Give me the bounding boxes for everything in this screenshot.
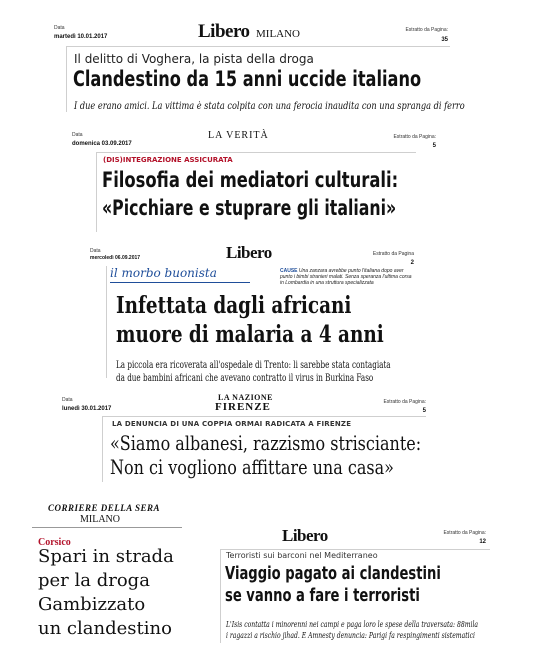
masthead-top: LA NAZIONE: [218, 393, 274, 402]
kicker: (DIS)INTEGRAZIONE ASSICURATA: [103, 156, 233, 164]
divider: [66, 46, 450, 47]
sidebar-label: CAUSE: [280, 268, 298, 274]
divider-vertical: [220, 549, 221, 643]
subhead-box: [74, 96, 465, 112]
masthead: Libero: [282, 526, 328, 545]
date-value: lunedì 30.01.2017: [62, 406, 112, 412]
clipping-la-nazione-firenze: [60, 393, 450, 485]
masthead-bottom: MILANO: [80, 514, 120, 525]
page-label: Estratto da Pagina:: [443, 530, 486, 536]
divider: [96, 152, 416, 153]
page-value: 12: [479, 539, 486, 545]
headline-line1-box: [225, 563, 490, 585]
subhead: I due erano amici. La vittima è stata colpita con una ferocia inaudita con una spranga di ferro: [74, 101, 465, 112]
divider: [32, 527, 182, 528]
headline-line1-box: [110, 431, 450, 455]
subhead-line1: L'Isis contatta i minorenni nei campi e paga loro le spese della traversata: 88mila: [226, 620, 479, 629]
clipping-libero-terroristi: [200, 527, 490, 645]
page-value: 5: [432, 143, 436, 149]
page-value: 35: [441, 37, 448, 43]
headline-line1-box: [116, 292, 416, 320]
subhead-line1: La piccola era ricoverata all'ospedale di Trento: li sarebbe stata contagiata: [116, 360, 391, 371]
clipping-libero-milano-voghera: [50, 21, 465, 114]
masthead-top: CORRIERE DELLA SERA: [48, 503, 161, 513]
headline-line1: Spari in strada: [38, 546, 174, 567]
subhead-line2: da due bambini africani che avevano contratto il virus in Burkina Faso: [116, 373, 374, 384]
headline-line2: «Picchiare e stuprare gli italiani»: [102, 196, 397, 220]
subhead-line1-box: [116, 355, 416, 371]
page-label: Estratto da Pagina:: [405, 27, 448, 33]
headline-line1-box: [102, 168, 450, 192]
headline-line2-box: [116, 321, 416, 349]
kicker: Terroristi sui barconi nel Mediterraneo: [226, 551, 378, 560]
date-label: Data: [54, 25, 65, 31]
page-value: 2: [410, 260, 414, 266]
sidebar-note: [280, 268, 414, 286]
kicker-underline: [110, 282, 250, 283]
headline-line1: Viaggio pagato ai clandestini: [225, 563, 441, 584]
masthead-edition: MILANO: [256, 28, 300, 40]
headline-line2: muore di malaria a 4 anni: [116, 321, 384, 348]
divider: [102, 416, 426, 417]
page-label: Estratto da Pagina:: [393, 134, 436, 140]
kicker: Corsico: [38, 537, 71, 548]
headline-line4: un clandestino: [38, 618, 172, 639]
kicker: Il delitto di Voghera, la pista della droga: [74, 52, 314, 66]
kicker: il morbo buonista: [110, 266, 217, 280]
date-value: martedì 10.01.2017: [54, 34, 108, 40]
subhead-line1-box: [226, 614, 490, 629]
divider: [220, 549, 490, 550]
masthead-bottom: FIRENZE: [215, 401, 271, 413]
divider-vertical: [66, 46, 67, 112]
page-label: Estratto da Pagina: [372, 251, 414, 257]
sidebar-text: Una zanzara avrebbe punto l'italiana dopo aver punto i bimbi stranieri malati. Senza speranza l'ultima corsa in Lombardia in una struttura specializzata: [280, 268, 412, 286]
divider-vertical: [106, 266, 107, 378]
subhead-line2-box: [226, 625, 490, 640]
clipping-la-verita-mediatori: [70, 128, 450, 232]
headline-line2: Non ci vogliono affittare una casa»: [110, 455, 394, 479]
headline-line1: «Siamo albanesi, razzismo strisciante:: [110, 431, 422, 455]
date-value: domenica 03.09.2017: [72, 141, 132, 147]
clipping-libero-malaria: [86, 244, 416, 384]
headline-line2: se vanno a fare i terroristi: [225, 585, 420, 606]
masthead-libero: Libero: [198, 21, 250, 42]
headline-line2-box: [225, 585, 490, 607]
divider-vertical: [96, 152, 97, 232]
date-value: mercoledì 06.09.2017: [90, 255, 141, 261]
headline-line1: Filosofia dei mediatori culturali:: [102, 168, 399, 192]
headline-box: [73, 67, 453, 91]
date-label: Data: [90, 248, 101, 254]
masthead: LA VERITÀ: [208, 130, 269, 141]
headline-line1: Infettata dagli africani: [116, 292, 352, 319]
subhead-line2: i ragazzi a rischio jihad. E Amnesty denuncia: Parigi fa respingimenti sistematici: [226, 631, 475, 640]
subhead-line2-box: [116, 368, 416, 384]
kicker: LA DENUNCIA DI UNA COPPIA ORMAI RADICATA A FIRENZE: [112, 420, 352, 428]
page-value: 5: [422, 408, 426, 414]
date-label: Data: [62, 397, 73, 403]
headline-line2: per la droga: [38, 570, 150, 591]
headline: Clandestino da 15 anni uccide italiano: [73, 67, 422, 91]
masthead: [198, 22, 300, 41]
divider-vertical: [102, 416, 103, 482]
headline-line2-box: [110, 455, 450, 479]
clipping-corriere-milano: [32, 500, 182, 650]
page-label: Estratto da Pagina:: [383, 399, 426, 405]
headline-line2-box: [102, 196, 450, 220]
masthead: Libero: [226, 243, 272, 262]
date-label: Data: [72, 132, 83, 138]
headline-line3: Gambizzato: [38, 594, 146, 615]
